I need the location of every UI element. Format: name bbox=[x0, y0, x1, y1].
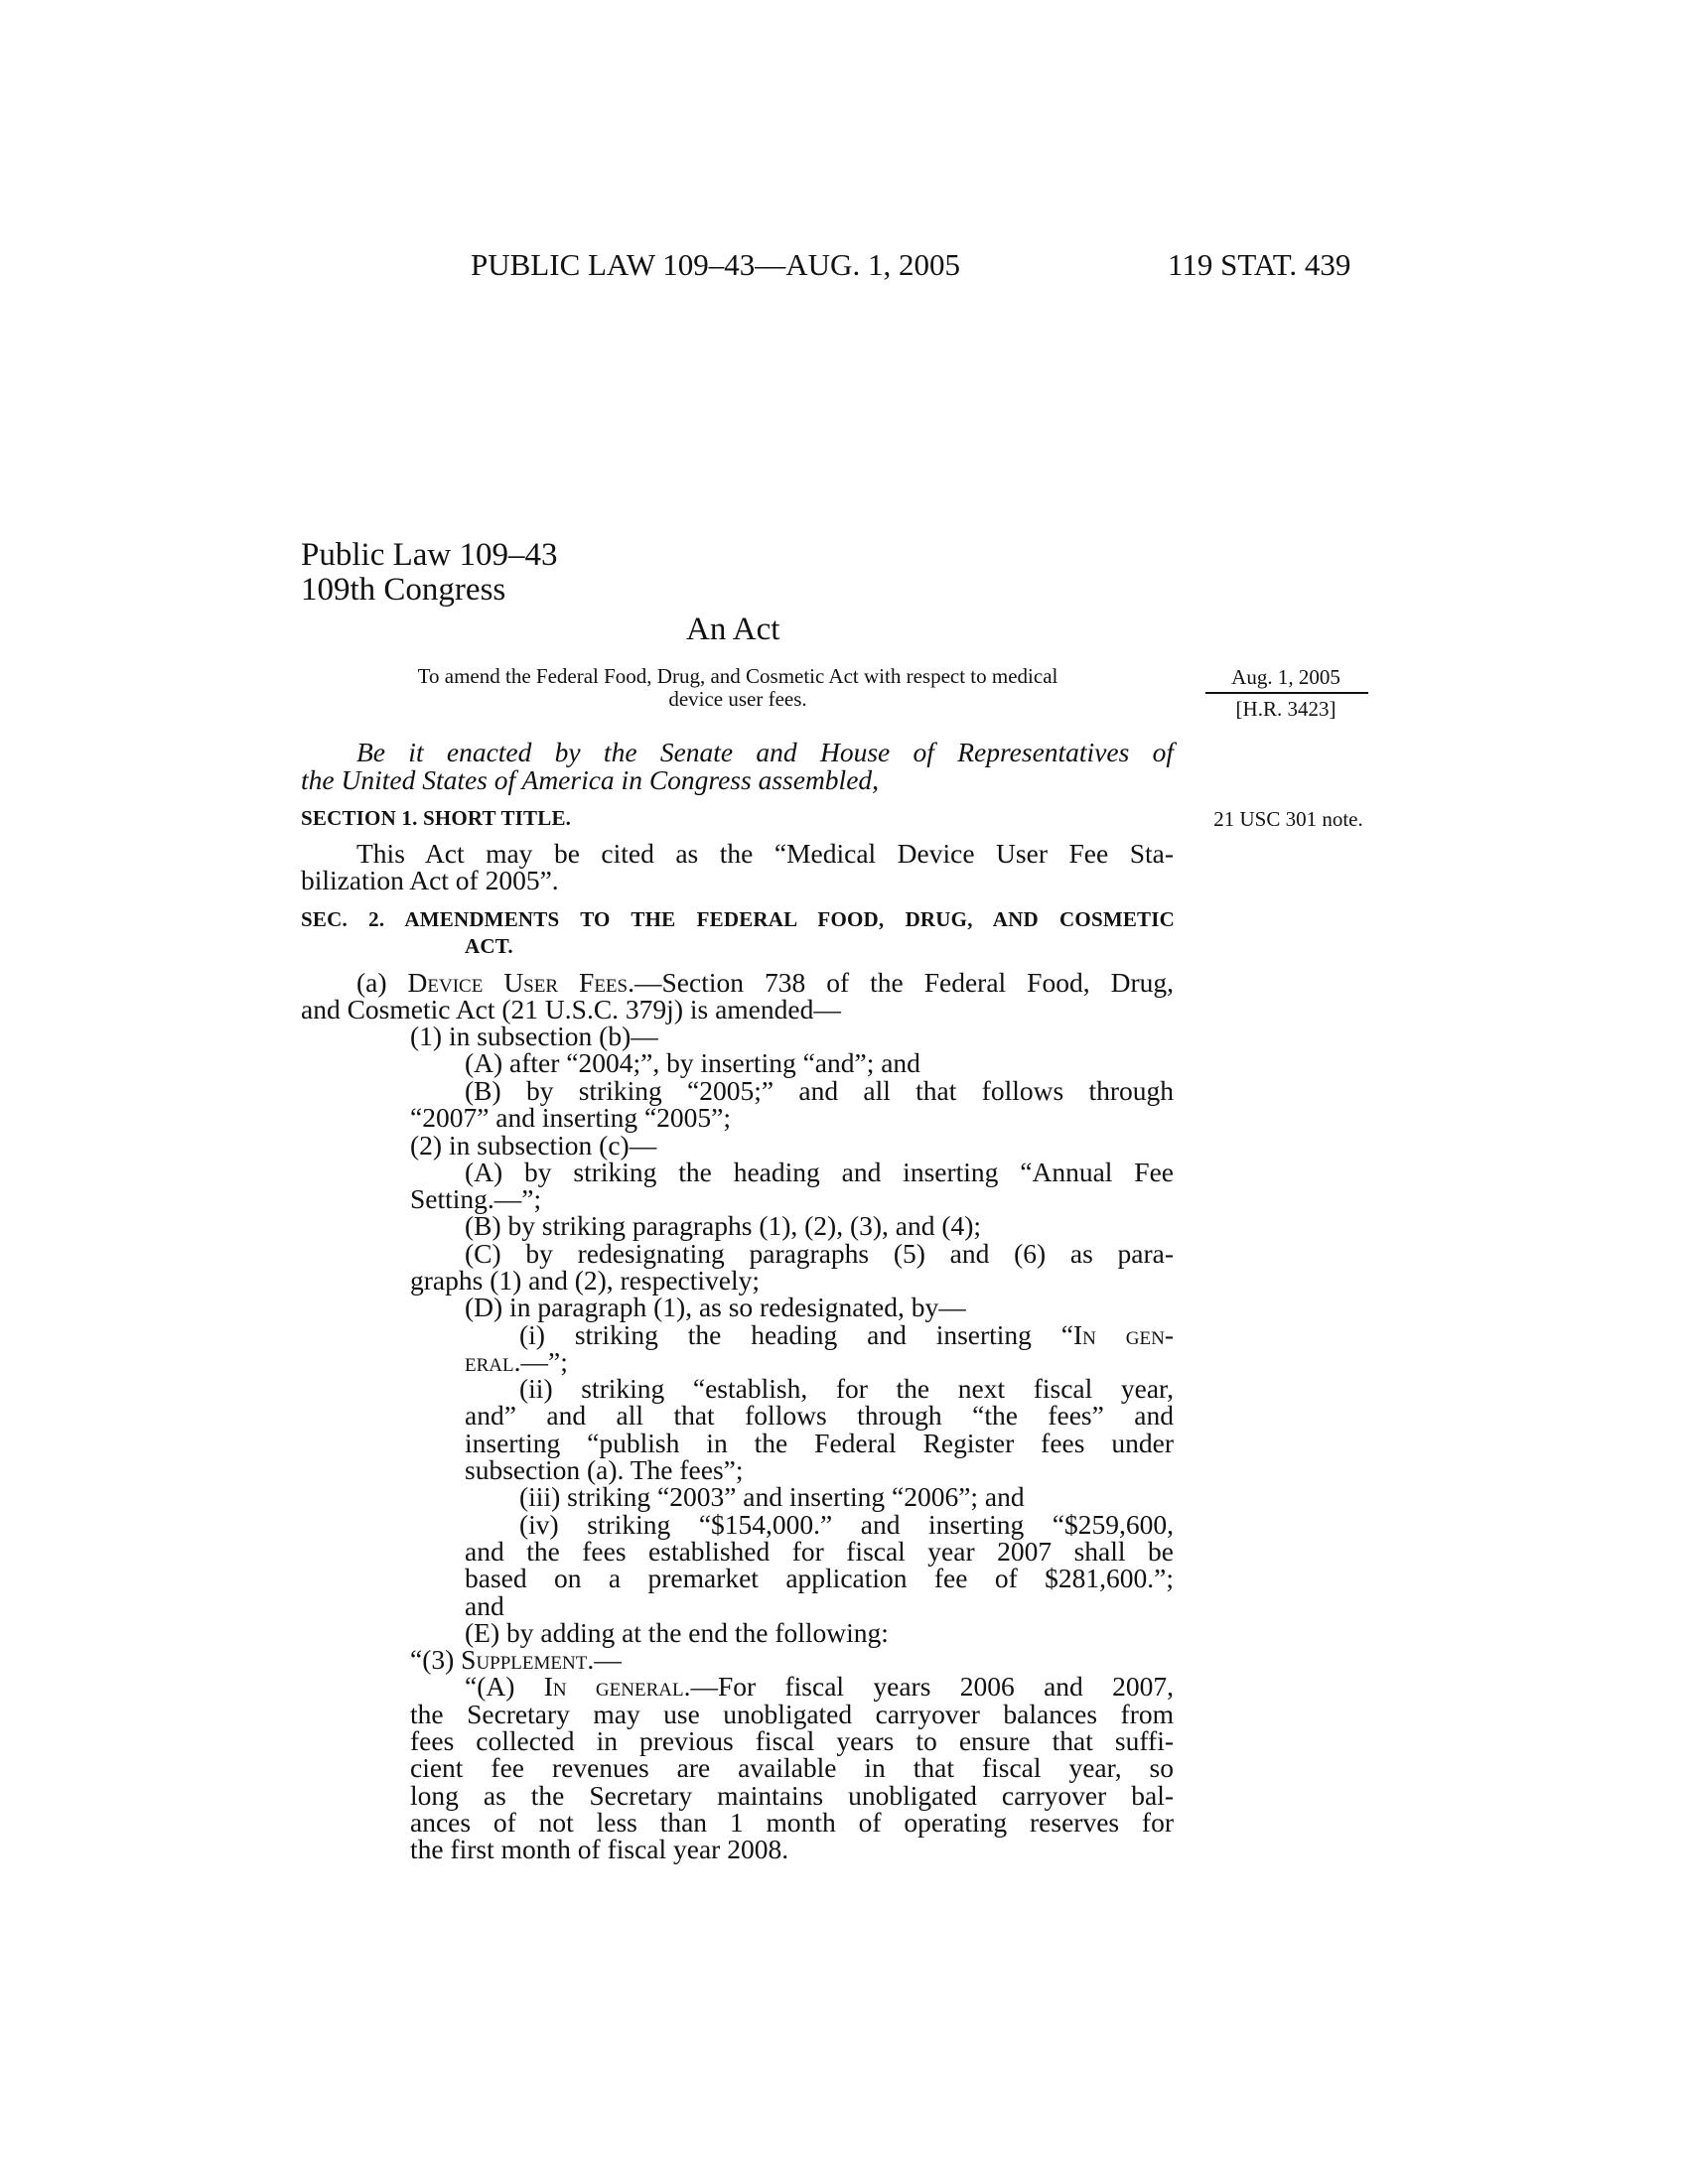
clause-ii-line-3: inserting “publish in the Federal Register fees under bbox=[465, 1428, 1174, 1458]
paragraph-2-C-line-1: (C) by redesignating paragraphs (5) and (6) as para- bbox=[465, 1238, 1174, 1269]
paragraph-1: (1) in subsection (b)— bbox=[410, 1021, 658, 1051]
quoted-subparagraph-A-line-5: long as the Secretary maintains unobligated carryover bal- bbox=[410, 1780, 1174, 1811]
paragraph-2-D: (D) in paragraph (1), as so redesignated, by— bbox=[465, 1292, 966, 1322]
section-2-heading-line-1: SEC. 2. AMENDMENTS TO THE FEDERAL FOOD, DRUG, AND COSMETIC bbox=[301, 907, 1175, 931]
act-heading: An Act bbox=[686, 612, 780, 647]
quoted-subparagraph-A-line-4: cient fee revenues are available in that fiscal year, so bbox=[410, 1752, 1174, 1783]
quoted-subparagraph-A-line-7: the first month of fiscal year 2008. bbox=[410, 1834, 789, 1864]
running-title: PUBLIC LAW 109–43—AUG. 1, 2005 bbox=[471, 247, 960, 282]
clause-i-line-1: (i) striking the heading and inserting “In gen- bbox=[519, 1319, 1174, 1350]
clause-i-line-2: eral.—”; bbox=[465, 1346, 568, 1377]
paragraph-2-A-line-2: Setting.—”; bbox=[410, 1183, 542, 1214]
paragraph-2-C-line-2: graphs (1) and (2), respectively; bbox=[410, 1265, 761, 1296]
paragraph-2-A-line-1: (A) by striking the heading and inserting “Annual Fee bbox=[465, 1157, 1174, 1187]
quoted-subparagraph-A-line-2: the Secretary may use unobligated carryover balances from bbox=[410, 1699, 1174, 1729]
law-number: Public Law 109–43 bbox=[301, 537, 558, 573]
clause-iv-line-4: and bbox=[465, 1590, 504, 1621]
paragraph-2-E: (E) by adding at the end the following: bbox=[465, 1617, 889, 1648]
section-2-heading-line-2: ACT. bbox=[465, 934, 513, 958]
enactment-date: Aug. 1, 2005 bbox=[1231, 665, 1340, 689]
section-1-text-line-2: bilization Act of 2005”. bbox=[301, 865, 559, 895]
clause-iv-line-1: (iv) striking “$154,000.” and inserting “$259,600, bbox=[519, 1509, 1174, 1540]
purpose-line-1: To amend the Federal Food, Drug, and Cosmetic Act with respect to medical bbox=[417, 664, 1058, 688]
subsection-a-line-2: and Cosmetic Act (21 U.S.C. 379j) is amended— bbox=[301, 994, 841, 1024]
clause-iv-line-2: and the fees established for fiscal year 2007 shall be bbox=[465, 1536, 1174, 1567]
quoted-subparagraph-A-line-3: fees collected in previous fiscal years to ensure that suffi- bbox=[410, 1725, 1174, 1756]
quoted-subparagraph-A-line-6: ances of not less than 1 month of operating reserves for bbox=[410, 1807, 1174, 1838]
clause-ii-line-4: subsection (a). The fees”; bbox=[465, 1454, 744, 1485]
clause-ii-line-2: and” and all that follows through “the fees” and bbox=[465, 1400, 1174, 1431]
clause-iii: (iii) striking “2003” and inserting “2006”; and bbox=[519, 1481, 1025, 1512]
paragraph-2: (2) in subsection (c)— bbox=[410, 1130, 657, 1160]
enacting-clause-line-1: Be it enacted by the Senate and House of Representatives of bbox=[356, 737, 1174, 767]
section-1-heading: SECTION 1. SHORT TITLE. bbox=[301, 806, 572, 830]
margin-rule bbox=[1205, 692, 1368, 694]
quoted-subparagraph-A-line-1: “(A) In general.—For fiscal years 2006 and 2007, bbox=[465, 1671, 1174, 1702]
section-1-text-line-1: This Act may be cited as the “Medical Device User Fee Sta- bbox=[356, 838, 1174, 869]
paragraph-1-B-line-1: (B) by striking “2005;” and all that follows through bbox=[465, 1075, 1174, 1106]
clause-iv-line-3: based on a premarket application fee of $281,600.”; bbox=[465, 1563, 1174, 1593]
bill-number: [H.R. 3423] bbox=[1235, 697, 1336, 721]
clause-ii-line-1: (ii) striking “establish, for the next fiscal year, bbox=[519, 1373, 1174, 1404]
usc-note: 21 USC 301 note. bbox=[1213, 807, 1363, 831]
paragraph-1-A: (A) after “2004;”, by inserting “and”; and bbox=[465, 1047, 920, 1078]
purpose-line-2: device user fees. bbox=[668, 687, 807, 711]
quoted-paragraph-3: “(3) Supplement.— bbox=[410, 1644, 622, 1675]
paragraph-2-B: (B) by striking paragraphs (1), (2), (3), and (4); bbox=[465, 1210, 982, 1241]
congress-number: 109th Congress bbox=[301, 572, 506, 608]
subsection-a-line-1: (a) Device User Fees.—Section 738 of the Federal Food, Drug, bbox=[356, 967, 1174, 998]
enacting-clause-line-2: the United States of America in Congress assembled, bbox=[301, 764, 880, 795]
stat-page-number: 119 STAT. 439 bbox=[1168, 247, 1351, 282]
paragraph-1-B-line-2: “2007” and inserting “2005”; bbox=[410, 1102, 732, 1133]
